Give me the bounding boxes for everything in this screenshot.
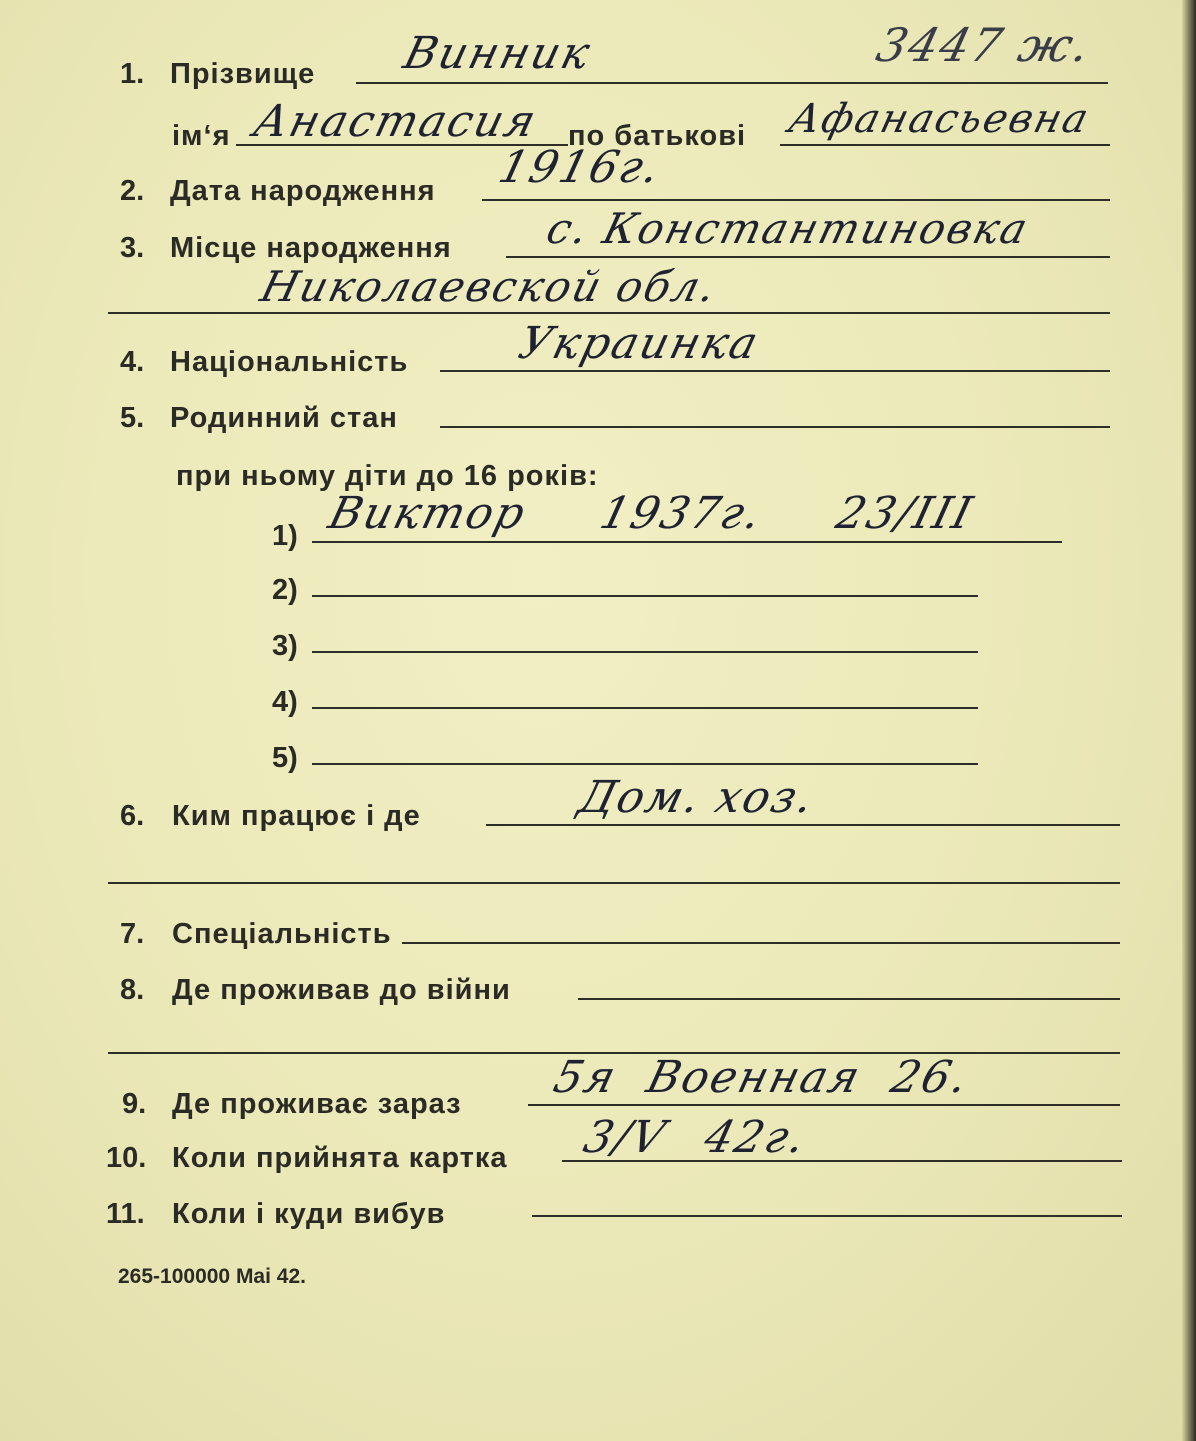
field-5-label: Родинний стан — [170, 402, 398, 434]
field-11-label: Коли і куди вибув — [172, 1198, 446, 1230]
field-9-label: Де проживає зараз — [172, 1088, 462, 1120]
field-6-value: Дом. хоз. — [573, 772, 821, 823]
field-8-number: 8. — [120, 974, 145, 1006]
field-10-label: Коли прийнята картка — [172, 1142, 508, 1174]
child-1-value: Виктор 1937г. 23/III — [323, 488, 979, 539]
field-11-number: 11. — [106, 1198, 145, 1230]
field-3-value: с. Константиновка — [541, 204, 1035, 253]
child-3-line — [312, 651, 978, 653]
field-4-number: 4. — [120, 346, 145, 378]
field-3-line — [506, 256, 1110, 258]
field-1-number: 1. — [120, 58, 145, 90]
field-3-label: Місце народження — [170, 232, 452, 264]
child-5-line — [312, 763, 978, 765]
field-4-line — [440, 370, 1110, 372]
field-10-number: 10. — [106, 1142, 147, 1174]
field-4-label: Національність — [170, 346, 409, 378]
child-5-number: 5) — [272, 742, 298, 774]
field-6-line-2 — [108, 882, 1120, 884]
field-3-line-2 — [108, 312, 1110, 314]
field-3-value-2: Николаевской обл. — [255, 262, 723, 311]
field-patronymic-value: Афанасьевна — [784, 96, 1095, 142]
child-1-line — [312, 541, 1062, 543]
child-2-number: 2) — [272, 574, 298, 606]
field-7-number: 7. — [120, 918, 145, 950]
field-9-number: 9. — [122, 1088, 147, 1120]
field-7-label: Спеціальність — [172, 918, 392, 950]
child-3-number: 3) — [272, 630, 298, 662]
field-11-line — [532, 1215, 1122, 1217]
field-name-value: Анастасия — [248, 96, 543, 147]
field-1-label: Прізвище — [170, 58, 316, 90]
child-4-number: 4) — [272, 686, 298, 718]
field-1-line — [356, 82, 1108, 84]
field-name-label: ім‘я — [172, 120, 231, 152]
field-2-value: 1916г. — [493, 142, 667, 193]
field-6-label: Ким працює і де — [172, 800, 421, 832]
field-9-line — [528, 1104, 1120, 1106]
child-4-line — [312, 707, 978, 709]
printer-mark: 265-100000 Mai 42. — [118, 1265, 306, 1288]
field-2-line — [482, 199, 1110, 201]
children-label: при ньому діти до 16 років: — [176, 460, 599, 492]
field-9-value: 5я Военная 26. — [548, 1052, 975, 1103]
field-6-line — [486, 824, 1120, 826]
corner-note: 3447 ж. — [871, 18, 1098, 72]
field-2-number: 2. — [120, 175, 145, 207]
field-5-line — [440, 426, 1110, 428]
child-1-number: 1) — [272, 520, 298, 552]
child-2-line — [312, 595, 978, 597]
field-patronymic-label: по батькові — [568, 120, 747, 152]
sheet-edge — [1182, 0, 1196, 1441]
field-3-number: 3. — [120, 232, 145, 264]
field-7-line — [402, 942, 1120, 944]
field-1-value: Винник — [398, 28, 597, 79]
field-patronymic-line — [780, 144, 1110, 146]
field-8-line — [578, 998, 1120, 1000]
field-6-number: 6. — [120, 800, 145, 832]
field-2-label: Дата народження — [170, 175, 436, 207]
field-5-number: 5. — [120, 402, 145, 434]
field-4-value: Украинка — [513, 318, 765, 369]
field-10-value: 3/V 42г. — [578, 1112, 813, 1163]
field-8-label: Де проживав до війни — [172, 974, 511, 1006]
